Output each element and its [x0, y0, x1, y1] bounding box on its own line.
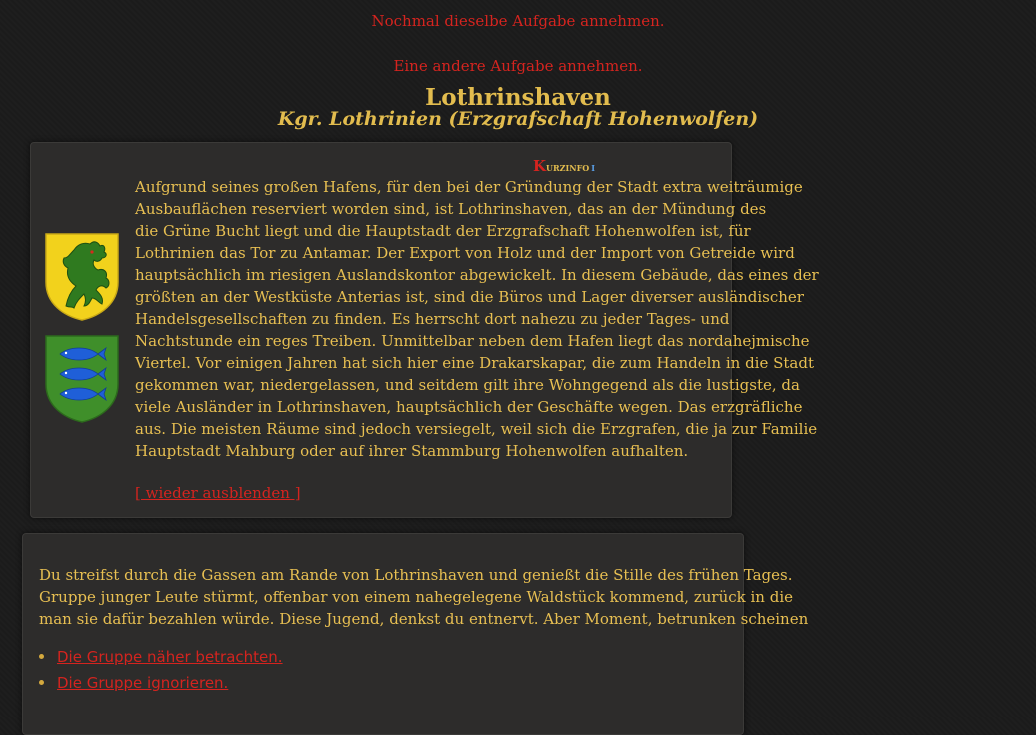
description-line: viele Ausländer in Lothrinshaven, hauptsächlich der Geschäfte wegen. Das erzgräfliche: [135, 398, 803, 416]
story-line: Gruppe junger Leute stürmt, offenbar von einem nahegelegene Waldstück kommend, zurück in die: [39, 588, 793, 606]
description-line: Lothrinien das Tor zu Antamar. Der Export von Holz und der Import von Getreide wird: [135, 244, 795, 262]
description-line: aus. Die meisten Räume sind jedoch versiegelt, weil sich die Erzgrafen, die ja zur Familie: [135, 420, 818, 438]
description-line: Viertel. Vor einigen Jahren hat sich hier eine Drakarskapar, die zum Handeln in die Stadt: [135, 354, 814, 372]
choice-list: [38, 647, 283, 699]
other-task-link[interactable]: Eine andere Aufgabe annehmen.: [393, 57, 643, 75]
description-line: größten an der Westküste Anterias ist, sind die Büros und Lager diverser ausländischer: [135, 288, 804, 306]
kurzinfo-label: urzinfo: [546, 160, 590, 174]
location-subtitle: Kgr. Lothrinien (Erzgrafschaft Hohenwolfen): [277, 108, 759, 130]
kurzinfo-heading: [533, 157, 599, 175]
yellow-lion-crest-icon: [44, 232, 120, 322]
description-line: Hauptstadt Mahburg oder auf ihrer Stammburg Hohenwolfen aufhalten.: [135, 442, 689, 460]
description-line: die Grüne Bucht liegt und die Hauptstadt der Erzgrafschaft Hohenwolfen ist, für: [135, 222, 751, 240]
story-line: man sie dafür bezahlen würde. Diese Jugend, denkst du entnervt. Aber Moment, betrunken scheinen: [39, 610, 809, 628]
hide-info-link[interactable]: [ wieder ausblenden ]: [135, 484, 301, 502]
choice-inspect-group-link[interactable]: Die Gruppe näher betrachten.: [57, 648, 283, 666]
description-line: Aufgrund seines großen Hafens, für den bei der Gründung der Stadt extra weiträumige: [135, 178, 803, 196]
repeat-task-link[interactable]: Nochmal dieselbe Aufgabe annehmen.: [371, 12, 665, 30]
choice-item: [38, 673, 283, 699]
story-text: [39, 564, 808, 630]
bullet-icon: [39, 654, 44, 659]
choice-item: [38, 647, 283, 673]
bullet-icon: [39, 680, 44, 685]
story-line: Du streifst durch die Gassen am Rande von Lothrinshaven und genießt die Stille des frühen Tages.: [39, 566, 793, 584]
location-description: [135, 176, 819, 462]
description-line: gekommen war, niedergelassen, und seitdem gilt ihre Wohngegend als die lustigste, da: [135, 376, 800, 394]
description-line: hauptsächlich im riesigen Auslandskontor abgewickelt. In diesem Gebäude, das eines der: [135, 266, 819, 284]
location-title: Lothrinshaven: [425, 84, 611, 111]
info-icon[interactable]: i: [591, 161, 595, 174]
description-line: Ausbauflächen reserviert worden sind, ist Lothrinshaven, das an der Mündung des: [135, 200, 767, 218]
green-fish-crest-icon: [44, 334, 120, 424]
kurzinfo-initial: K: [533, 157, 547, 175]
description-line: Handelsgesellschaften zu finden. Es herrscht dort nahezu zu jeder Tages- und: [135, 310, 730, 328]
choice-ignore-group-link[interactable]: Die Gruppe ignorieren.: [57, 674, 229, 692]
description-line: Nachtstunde ein reges Treiben. Unmittelbar neben dem Hafen liegt das nordahejmische: [135, 332, 810, 350]
